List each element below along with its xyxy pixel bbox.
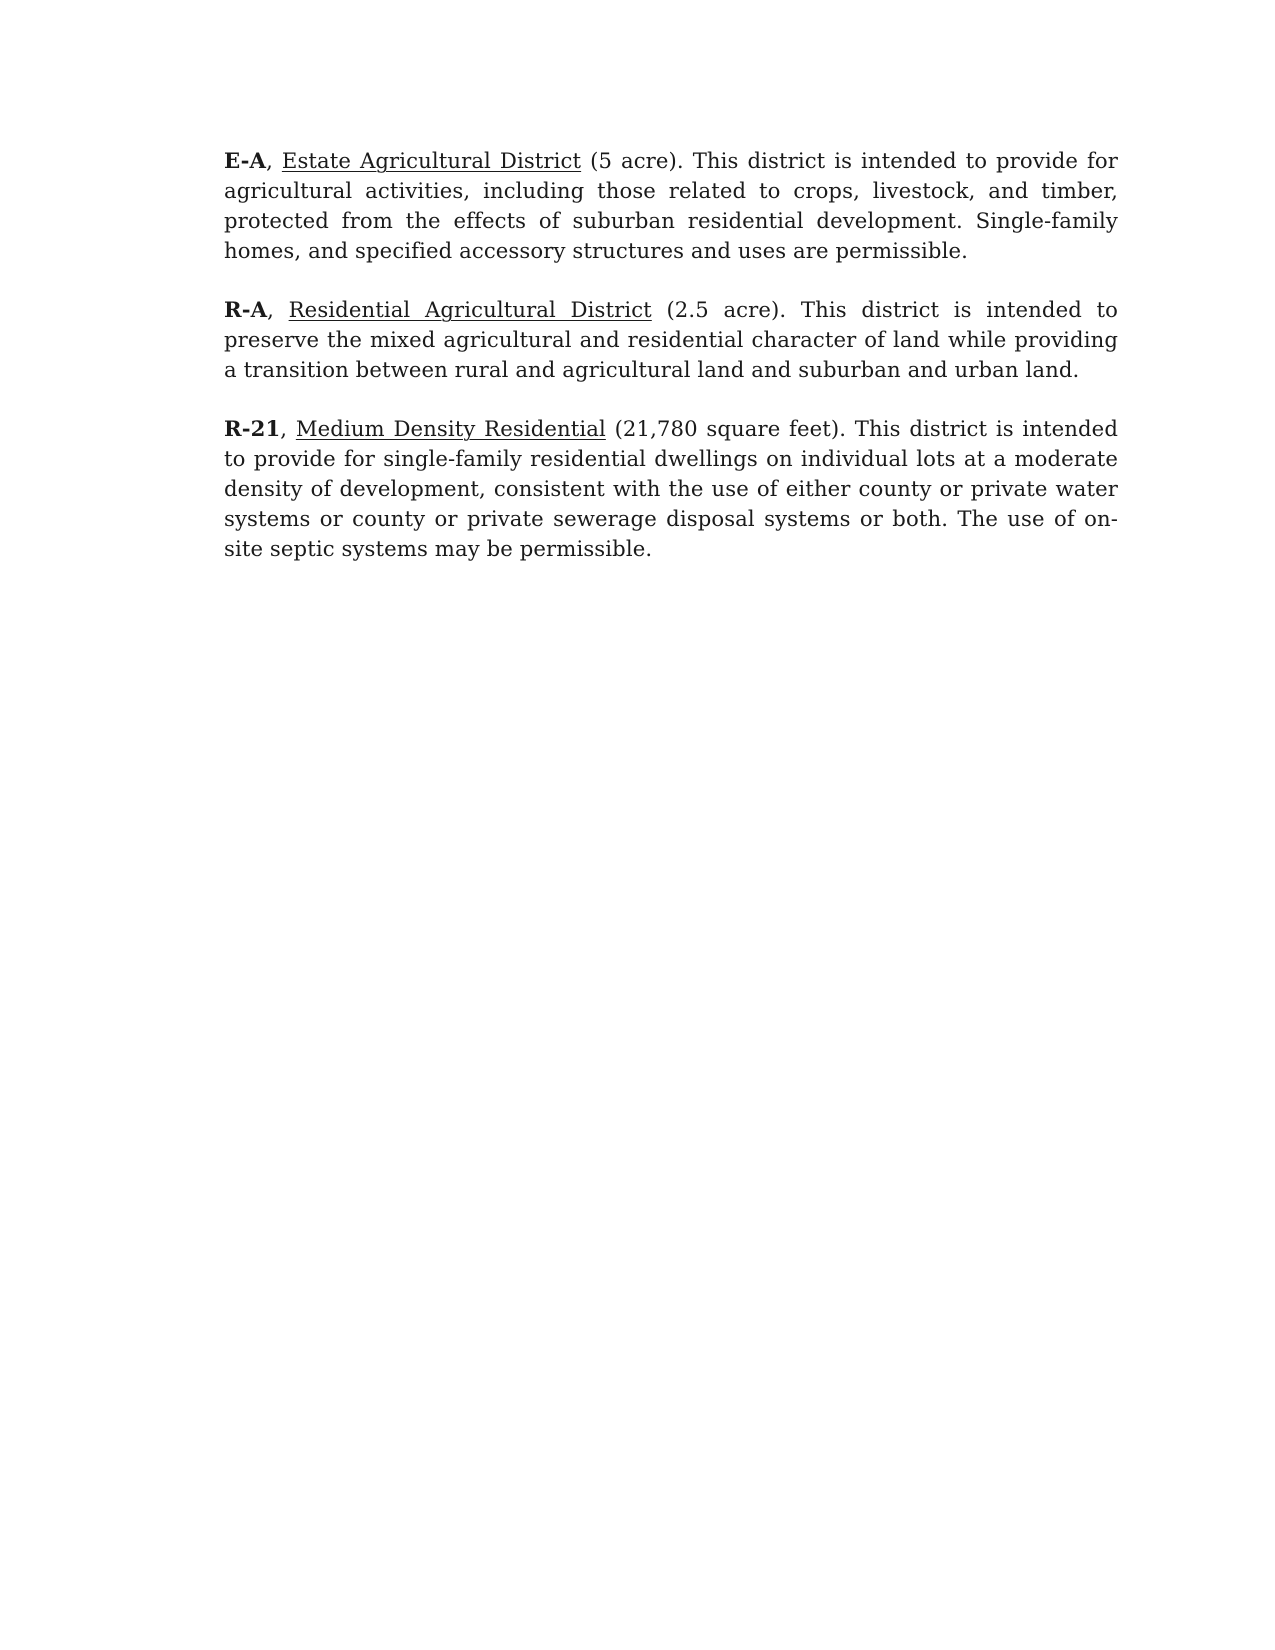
district-code: R-A bbox=[224, 297, 268, 322]
district-paragraph-r-21 bbox=[224, 414, 1118, 564]
district-description: This district is intended to provide for agricultural activities, including those related to crops, livestock, and timber, protected from the effects of suburban residential development. Single-family homes, and specified accessory structures and uses are permissible. bbox=[224, 148, 1118, 263]
district-code: R-21 bbox=[224, 416, 281, 441]
district-paragraph-r-a bbox=[224, 295, 1118, 385]
district-code: E-A bbox=[224, 148, 267, 173]
separator: , bbox=[266, 148, 282, 173]
separator: , bbox=[267, 297, 289, 322]
district-description: This district is intended to provide for single-family residential dwellings on individual lots at a moderate density of development, consistent with the use of either county or private water systems or county or private sewerage disposal systems or both. The use of on-site septic systems may be permissible. bbox=[224, 416, 1118, 561]
district-paragraph-e-a bbox=[224, 146, 1118, 266]
document-page bbox=[224, 146, 1118, 593]
district-name: Residential Agricultural District bbox=[288, 297, 652, 322]
separator: , bbox=[280, 416, 296, 441]
district-name: Medium Density Residential bbox=[295, 416, 606, 441]
district-size: (21,780 square feet). bbox=[605, 416, 847, 441]
district-description: This district is intended to preserve the mixed agricultural and residential character of land while providing a transition between rural and agricultural land and suburban and urban land. bbox=[224, 297, 1118, 382]
district-name: Estate Agricultural District bbox=[281, 148, 582, 173]
district-size: (2.5 acre). bbox=[651, 297, 787, 322]
district-size: (5 acre). bbox=[581, 148, 684, 173]
